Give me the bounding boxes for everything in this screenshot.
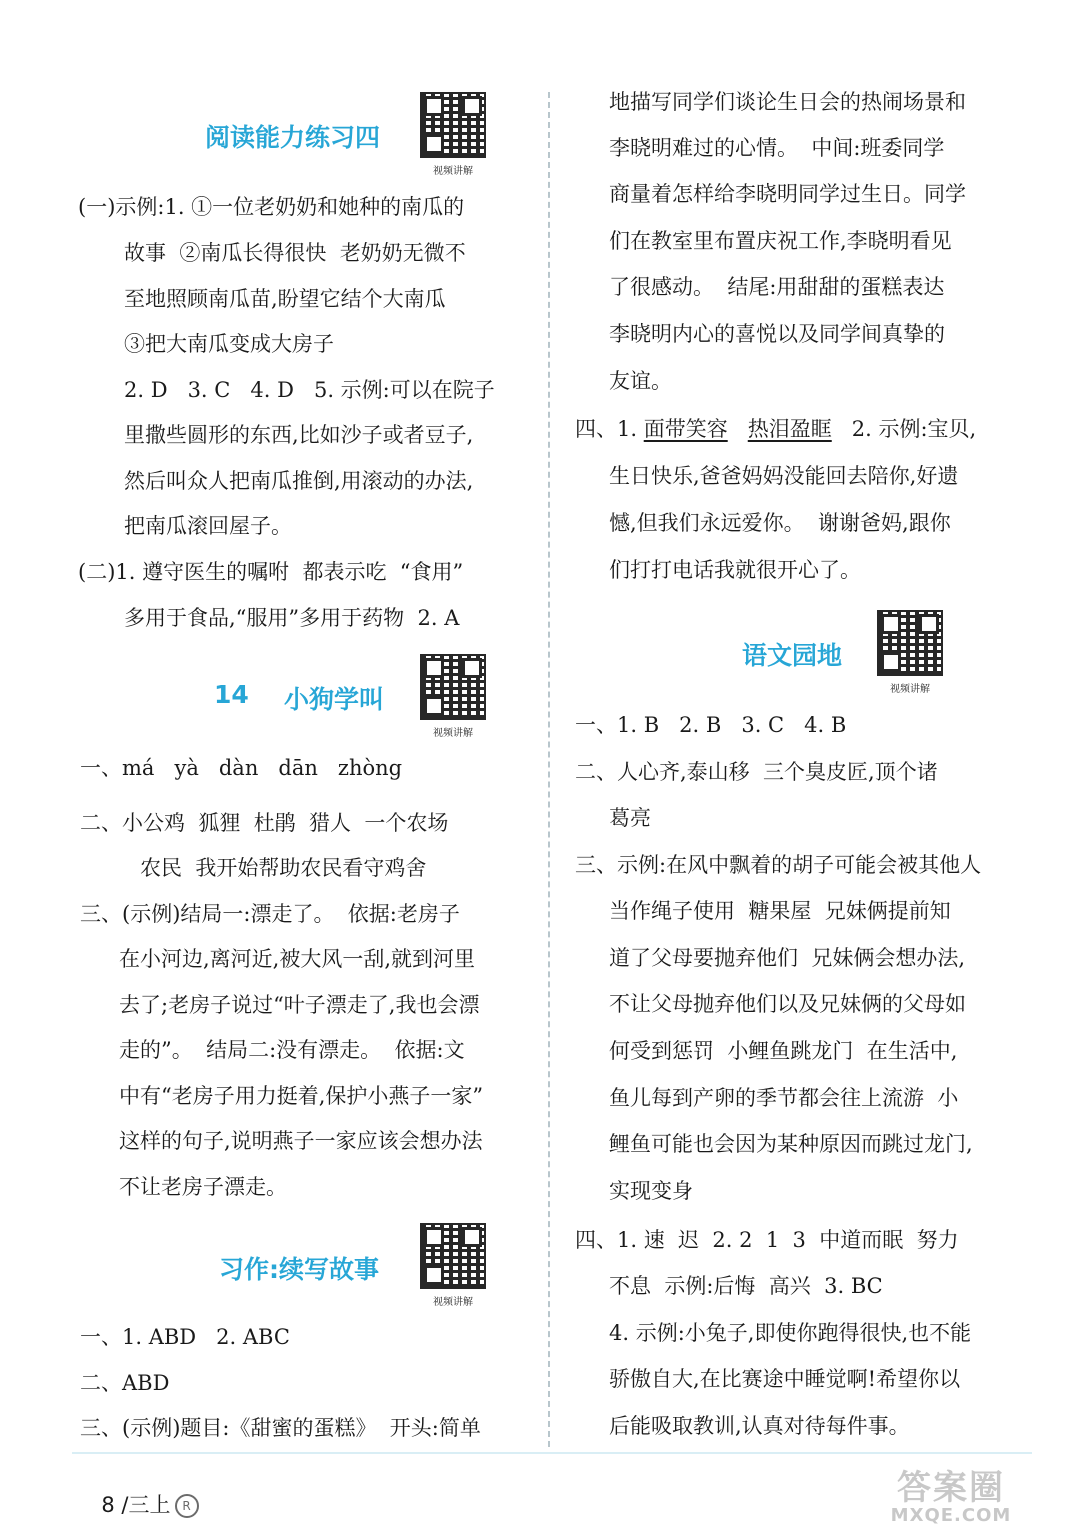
text-line: 葛亮 xyxy=(609,806,651,830)
text-line: (一)示例:1. ①一位老奶奶和她种的南瓜的 xyxy=(78,195,465,219)
text-line: 不息 示例:后悔 高兴 3. BC xyxy=(609,1274,883,1298)
text-line: 多用于食品,“服用”多用于药物 2. A xyxy=(124,606,460,630)
page-number: 8 xyxy=(101,1493,115,1517)
lesson-number: 14 xyxy=(214,680,249,709)
text-line: 至地照顾南瓜苗,盼望它结个大南瓜 xyxy=(124,287,446,311)
underlined-answer: 面带笑容 xyxy=(643,417,728,441)
qr-code-icon[interactable] xyxy=(420,654,486,739)
text-line: 里撒些圆形的东西,比如沙子或者豆子, xyxy=(124,423,474,447)
text-line: 骄傲自大,在比赛途中睡觉啊!希望你以 xyxy=(609,1367,961,1391)
text-line: 去了;老房子说过“叶子漂走了,我也会漂 xyxy=(119,993,480,1017)
text-line: 这样的句子,说明燕子一家应该会想办法 xyxy=(119,1129,483,1153)
text-line: 2. D 3. C 4. D 5. 示例:可以在院子 xyxy=(124,378,495,402)
footer-rule xyxy=(72,1452,1032,1454)
text-line: 商量着怎样给李晓明同学过生日。同学 xyxy=(609,182,966,206)
text-line: 实现变身 xyxy=(609,1179,693,1203)
text-line: 生日快乐,爸爸妈妈没能回去陪你,好遗 xyxy=(609,464,959,488)
text-line: 们打打电话我就很开心了。 xyxy=(609,558,861,582)
text-line: ③把大南瓜变成大房子 xyxy=(124,332,334,356)
text-line: 一、1. ABD 2. ABC xyxy=(80,1325,290,1349)
text-line: 友谊。 xyxy=(609,369,672,393)
question-number: 四、1. xyxy=(575,417,644,441)
text-line: 二、小公鸡 狐狸 杜鹃 猎人 一个农场 xyxy=(80,811,449,835)
section-heading: 语文园地 xyxy=(742,641,843,670)
text-line: 不让父母抛弃他们以及兄妹俩的父母如 xyxy=(609,992,966,1016)
text-line: 三、(示例)题目:《甜蜜的蛋糕》 开头:简单 xyxy=(80,1416,481,1440)
text-line: 4. 示例:小兔子,即使你跑得很快,也不能 xyxy=(609,1321,972,1345)
text-line: 二、ABD xyxy=(80,1371,170,1395)
text-line: 二、人心齐,泰山移 三个臭皮匠,顶个诸 xyxy=(575,760,938,784)
qr-code-icon[interactable] xyxy=(420,1223,486,1308)
text-line: 三、(示例)结局一:漂走了。 依据:老房子 xyxy=(80,902,460,926)
qr-caption: 视频讲解 xyxy=(433,1297,473,1308)
text-line: 不让老房子漂走。 xyxy=(119,1175,287,1199)
section-heading: 小狗学叫 xyxy=(284,685,385,714)
text-line: 一、1. B 2. B 3. C 4. B xyxy=(575,713,847,737)
text-line: 在小河边,离河近,被大风一刮,就到河里 xyxy=(119,947,476,971)
text-line: 李晓明内心的喜悦以及同学间真挚的 xyxy=(609,322,945,346)
text-line: 何受到惩罚 小鲤鱼跳龙门 在生活中, xyxy=(609,1039,958,1063)
text-line: 把南瓜滚回屋子。 xyxy=(124,514,292,538)
watermark-logo xyxy=(871,1470,1031,1530)
text-line: 道了父母要抛弃他们 兄妹俩会想办法, xyxy=(609,946,966,970)
qr-caption: 视频讲解 xyxy=(433,166,473,177)
section-heading: 阅读能力练习四 xyxy=(205,123,381,152)
qr-caption: 视频讲解 xyxy=(890,684,930,695)
text-line: 李晓明难过的心情。 中间:班委同学 xyxy=(609,136,945,160)
text-line: 后能吸取教训,认真对待每件事。 xyxy=(609,1414,910,1438)
text-line: 鱼儿每到产卵的季节都会往上流游 小 xyxy=(609,1086,959,1110)
text-line: 四、1. 速 迟 2. 2 1 3 中道而眠 努力 xyxy=(575,1228,959,1252)
text-line: (二)1. 遵守医生的嘱咐 都表示吃 “食用” xyxy=(78,560,464,584)
page-footer xyxy=(88,1465,199,1519)
watermark-text: 答案圈 xyxy=(897,1468,1005,1508)
text-line: 然后叫众人把南瓜推倒,用滚动的办法, xyxy=(124,469,474,493)
watermark-url: MXQE.COM xyxy=(890,1505,1012,1526)
text-line: 走的”。 结局二:没有漂走。 依据:文 xyxy=(119,1038,465,1062)
edition-badge-icon: R xyxy=(175,1494,199,1518)
text-line: 农民 我开始帮助农民看守鸡舍 xyxy=(140,856,427,880)
text-line: 故事 ②南瓜长得很快 老奶奶无微不 xyxy=(124,241,466,265)
qr-code-icon[interactable] xyxy=(420,92,486,177)
text-line: 鲤鱼可能也会因为某种原因而跳过龙门, xyxy=(609,1132,973,1156)
answer-text: 2. 示例:宝贝, xyxy=(831,417,977,441)
section-heading: 习作:续写故事 xyxy=(219,1255,379,1284)
text-line: 中有“老房子用力挺着,保护小燕子一家” xyxy=(119,1084,484,1108)
text-line: 当作绳子使用 糖果屋 兄妹俩提前知 xyxy=(609,899,951,923)
text-line: 憾,但我们永远爱你。 谢谢爸妈,跟你 xyxy=(609,511,951,535)
qr-caption: 视频讲解 xyxy=(433,728,473,739)
column-divider xyxy=(548,92,550,1447)
text-line: 地描写同学们谈论生日会的热闹场景和 xyxy=(609,90,966,114)
text-line: 们在教室里布置庆祝工作,李晓明看见 xyxy=(609,229,952,253)
qr-code-icon[interactable] xyxy=(877,610,943,695)
text-line: 一、má yà dàn dān zhòng xyxy=(80,756,403,780)
grade-label: /三上 xyxy=(121,1493,171,1517)
text-line: 三、示例:在风中飘着的胡子可能会被其他人 xyxy=(575,853,982,877)
text-line: 了很感动。 结尾:用甜甜的蛋糕表达 xyxy=(609,275,945,299)
answer-line-4 xyxy=(575,414,976,444)
underlined-answer: 热泪盈眶 xyxy=(747,417,832,441)
